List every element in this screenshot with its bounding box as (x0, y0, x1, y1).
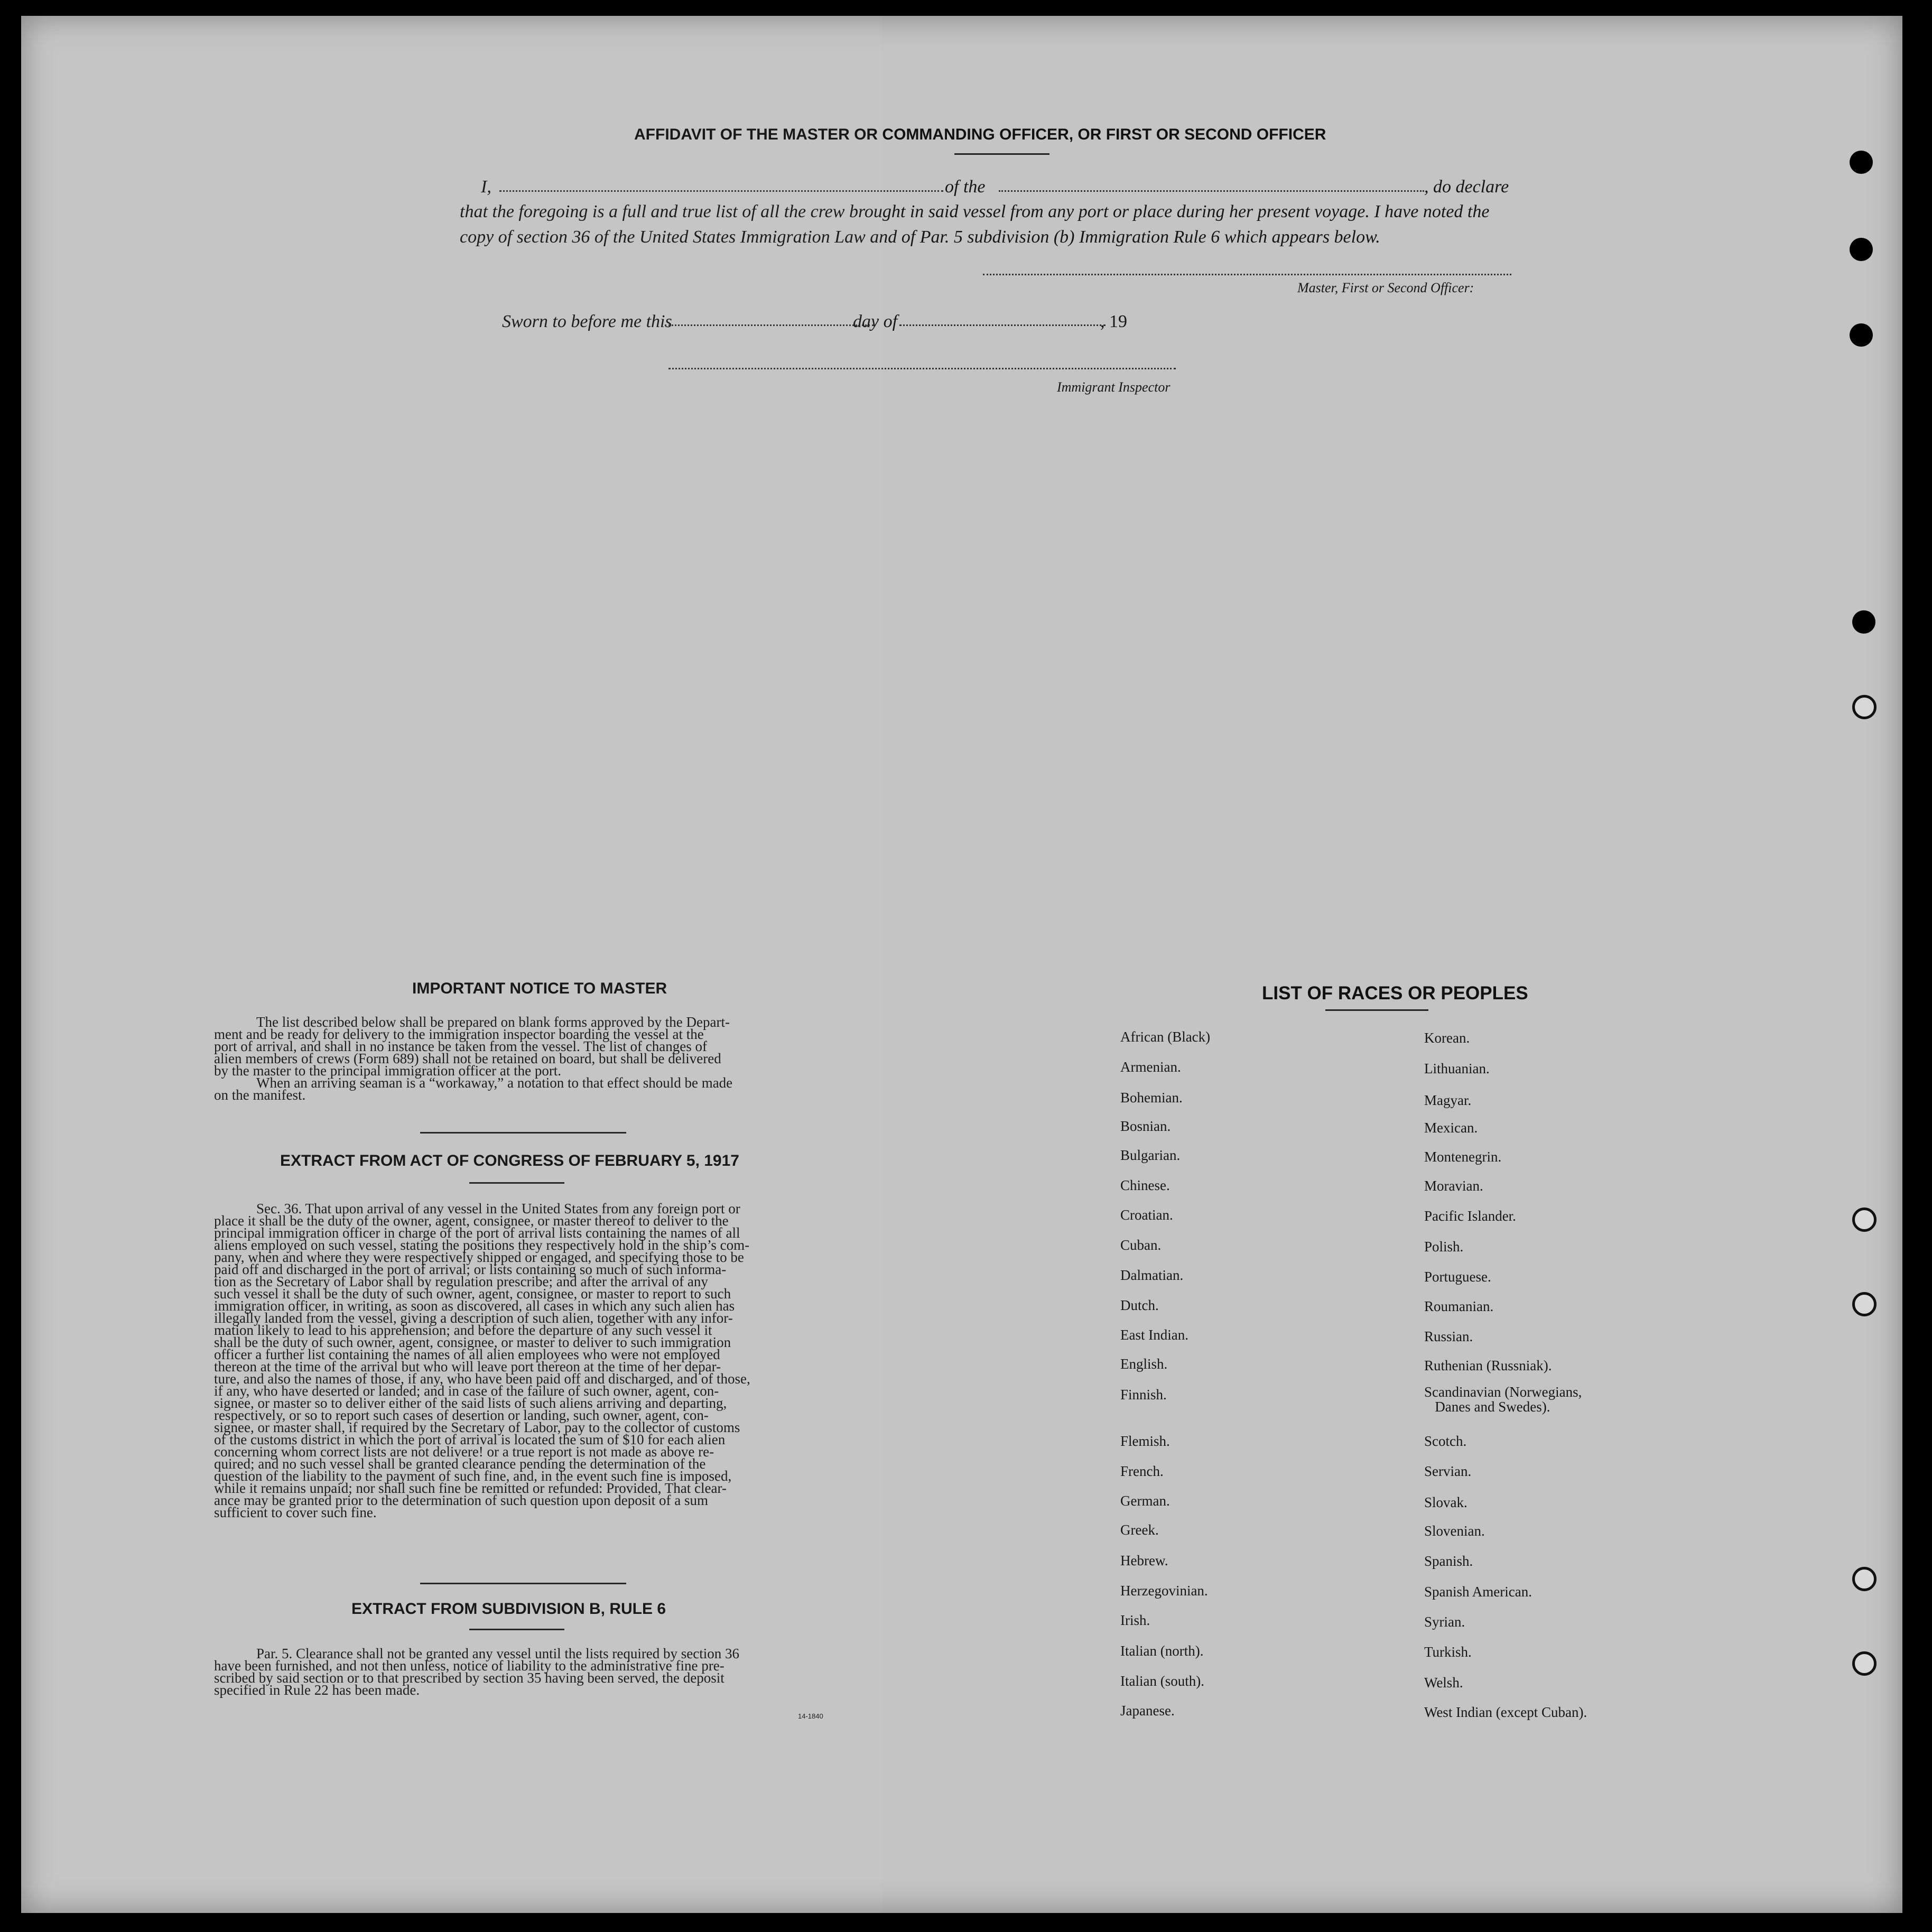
race-item: Slovak. (1424, 1494, 1467, 1510)
races-title-rule (1325, 1009, 1428, 1011)
race-item: Flemish. (1120, 1433, 1170, 1449)
extract-act-line: paid off and discharged in the port of arrival; or lists containing so much of such informa- (214, 1261, 727, 1277)
extract-rule-rule (469, 1629, 564, 1630)
race-item: Syrian. (1424, 1614, 1465, 1630)
extract-rule-line: specified in Rule 22 has been made. (214, 1682, 420, 1698)
notice-line: port of arrival, and shall in no instance be taken from the vessel. The list of changes of (214, 1038, 707, 1054)
race-item: Pacific Islander. (1424, 1208, 1516, 1224)
extract-act-rule (469, 1182, 564, 1184)
races-title: LIST OF RACES OR PEOPLES (1262, 983, 1528, 1004)
race-item: Korean. (1424, 1030, 1470, 1046)
signature-label: Master, First or Second Officer: (1297, 280, 1474, 295)
notice-divider (420, 1132, 626, 1134)
notice-line: on the manifest. (214, 1087, 306, 1103)
punch-ring (1852, 1292, 1877, 1316)
extract-act-line: principal immigration officer in charge of the port of arrival lists containing the names of all (214, 1225, 740, 1241)
vessel-blank (999, 190, 1424, 192)
extract-rule-line: have been furnished, and not then unless, notice of liability to the administrative fine pre- (214, 1658, 724, 1674)
extract-act-line: respectively, or so to report such cases of desertion or landing, such owner, agent, con- (214, 1407, 709, 1423)
race-item: Mexican. (1424, 1120, 1478, 1136)
race-item: Spanish American. (1424, 1584, 1532, 1600)
race-item: Servian. (1424, 1463, 1472, 1479)
extract-rule-title: EXTRACT FROM SUBDIVISION B, RULE 6 (351, 1600, 666, 1618)
affidavit-title: AFFIDAVIT OF THE MASTER OR COMMANDING OFFICER, OR FIRST OR SECOND OFFICER (634, 126, 1326, 143)
race-item: Scotch. (1424, 1433, 1467, 1449)
extract-act-line: shall be the duty of such owner, agent, consignee, or master to deliver to such immigration (214, 1334, 731, 1350)
race-item: Polish. (1424, 1239, 1464, 1255)
race-item: Welsh. (1424, 1675, 1463, 1690)
affidavit-title-rule (954, 153, 1049, 155)
sworn-day: day of (853, 312, 898, 331)
extract-act-line: sufficient to cover such fine. (214, 1504, 377, 1520)
race-item: Armenian. (1120, 1059, 1181, 1075)
extract-rule-line: Par. 5. Clearance shall not be granted any vessel until the lists required by section 36 (256, 1646, 740, 1661)
name-blank (499, 190, 943, 192)
affidavit-of-the: of the (945, 177, 986, 197)
race-item: Italian (south). (1120, 1673, 1204, 1689)
extract-act-line: mation likely to lead to his apprehension; and before the departure of any such vessel it (214, 1322, 712, 1338)
punch-hole (1850, 238, 1873, 261)
race-item: Hebrew. (1120, 1553, 1168, 1568)
notice-line: by the master to the principal immigration officer at the port. (214, 1063, 562, 1079)
punch-ring (1852, 1208, 1877, 1232)
race-item: East Indian. (1120, 1327, 1188, 1343)
extract-act-line: quired; and no such vessel shall be granted clearance pending the determination of the (214, 1456, 706, 1472)
signature-blank (983, 274, 1511, 275)
extract-act-line: aliens employed on such vessel, stating the positions they respectively hold in the ship’s com- (214, 1237, 750, 1253)
extract-act-text (214, 1203, 856, 1519)
race-item: African (Black) (1120, 1029, 1211, 1045)
extract-act-title: EXTRACT FROM ACT OF CONGRESS OF FEBRUARY 5, 1917 (280, 1152, 739, 1169)
race-item: Portuguese. (1424, 1269, 1491, 1285)
race-item: West Indian (except Cuban). (1424, 1704, 1587, 1720)
punch-hole (1852, 610, 1875, 634)
affidavit-text-3: copy of section 36 of the United States Immigration Law and of Par. 5 subdivision (b) Immigration Rule 6 which appears below. (460, 227, 1380, 247)
race-item: Montenegrin. (1424, 1149, 1502, 1165)
extract-act-line: while it remains unpaid; nor shall such fine be remitted or refunded: Provided, That clear- (214, 1480, 727, 1496)
race-item: Ruthenian (Russniak). (1424, 1358, 1552, 1373)
race-item: Moravian. (1424, 1178, 1483, 1194)
extract-rule-line: scribed by said section or to that prescribed by section 35 having been served, the deposit (214, 1670, 724, 1686)
race-item: Japanese. (1120, 1703, 1175, 1719)
punch-ring (1852, 1567, 1877, 1591)
race-item: Spanish. (1424, 1553, 1473, 1569)
extract-act-line: question of the liability to the payment of such fine, and, in the event such fine is imposed, (214, 1468, 732, 1484)
punch-ring (1852, 1651, 1877, 1676)
race-item: Italian (north). (1120, 1643, 1204, 1659)
sworn-prefix: Sworn to before me this (502, 312, 672, 331)
race-item: Bohemian. (1120, 1090, 1183, 1106)
extract-divider (420, 1583, 626, 1584)
race-item: English. (1120, 1356, 1168, 1372)
notice-line: The list described below shall be prepared on blank forms approved by the Depart- (256, 1014, 730, 1030)
extract-act-line: illegally landed from the vessel, giving a description of such alien, together with any infor- (214, 1310, 733, 1326)
extract-act-line: if any, who have deserted or landed; and in case of the failure of such owner, agent, con- (214, 1383, 719, 1399)
notice-text (214, 1016, 856, 1101)
extract-act-line: Sec. 36. That upon arrival of any vessel in the United States from any foreign port or (256, 1201, 740, 1216)
affidavit-declare: , do declare (1424, 177, 1509, 197)
extract-act-line: of the customs district in which the port of arrival is located the sum of $10 for each alien (214, 1432, 726, 1447)
notice-line: alien members of crews (Form 689) shall not be retained on board, but shall be delivered (214, 1051, 721, 1066)
punch-ring (1852, 695, 1877, 719)
race-item: French. (1120, 1463, 1164, 1479)
notice-line: When an arriving seaman is a “workaway,” a notation to that effect should be made (256, 1075, 733, 1091)
race-item: Croatian. (1120, 1207, 1173, 1223)
notice-title: IMPORTANT NOTICE TO MASTER (412, 980, 667, 997)
sworn-day-blank (665, 324, 874, 326)
race-item: Chinese. (1120, 1177, 1170, 1193)
race-item: Roumanian. (1424, 1298, 1494, 1314)
race-item: Turkish. (1424, 1644, 1472, 1660)
affidavit-i: I, (481, 177, 491, 197)
sworn-month-blank (899, 324, 1106, 326)
race-item: Magyar. (1424, 1092, 1472, 1108)
sworn-year: , 19 (1100, 312, 1127, 331)
extract-act-line: signee, or master so to deliver either of the said lists of such aliens arriving and departing, (214, 1395, 727, 1411)
race-item: Russian. (1424, 1329, 1473, 1344)
extract-act-line: ance may be granted prior to the determination of such question upon deposit of a sum (214, 1492, 709, 1508)
race-item: Irish. (1120, 1612, 1150, 1628)
affidavit-text-2: that the foregoing is a full and true list of all the crew brought in said vessel from any port or place during her present voyage. I have noted the (460, 202, 1490, 221)
extract-act-line: concerning whom correct lists are not delivere! or a true report is not made as above re- (214, 1444, 714, 1460)
race-item: Herzegovinian. (1120, 1583, 1208, 1599)
extract-act-line: ture, and also the names of those, if any, who have been paid off and discharged, and of those, (214, 1371, 750, 1387)
punch-hole (1850, 151, 1873, 174)
extract-act-line: tion as the Secretary of Labor shall by regulation prescribe; and after the arrival of any (214, 1274, 708, 1289)
extract-act-line: immigration officer, in writing, as soon as discovered, all cases in which any such alien has (214, 1298, 735, 1314)
race-item: Finnish. (1120, 1387, 1167, 1402)
extract-act-line: pany, when and where they were respectively shipped or engaged, and specifying those to be (214, 1249, 744, 1265)
extract-act-line: signee, or master shall, if required by the Secretary of Labor, pay to the collector of customs (214, 1419, 740, 1435)
extract-act-line: place it shall be the duty of the owner, agent, consignee, or master thereof to deliver to the (214, 1213, 729, 1229)
inspector-signature-blank (668, 368, 1176, 369)
form-number: 14-1840 (798, 1712, 823, 1720)
notice-line: ment and be ready for delivery to the immigration inspector boarding the vessel at the (214, 1026, 704, 1042)
race-item: Bosnian. (1120, 1118, 1171, 1134)
race-item: German. (1120, 1493, 1170, 1509)
race-item: Slovenian. (1424, 1523, 1485, 1539)
race-item: Dutch. (1120, 1297, 1159, 1313)
race-item: Lithuanian. (1424, 1061, 1490, 1076)
inspector-label: Immigrant Inspector (1057, 379, 1171, 395)
extract-act-line: thereon at the time of the arrival but who will leave port thereon at the time of her depar- (214, 1359, 721, 1374)
race-item: Bulgarian. (1120, 1147, 1181, 1163)
punch-hole (1850, 323, 1873, 347)
extract-act-line: officer a further list containing the names of all alien employees who were not employed (214, 1346, 720, 1362)
extract-rule-text (214, 1648, 856, 1696)
manifest-sheet (21, 16, 1902, 1913)
race-item: Dalmatian. (1120, 1267, 1184, 1283)
race-item: Greek. (1120, 1522, 1159, 1538)
extract-act-line: such vessel it shall be the duty of such owner, agent, consignee, or master to report to such (214, 1286, 731, 1302)
race-item: Scandinavian (Norwegians, Danes and Swedes). (1424, 1384, 1582, 1415)
race-item: Cuban. (1120, 1237, 1162, 1253)
